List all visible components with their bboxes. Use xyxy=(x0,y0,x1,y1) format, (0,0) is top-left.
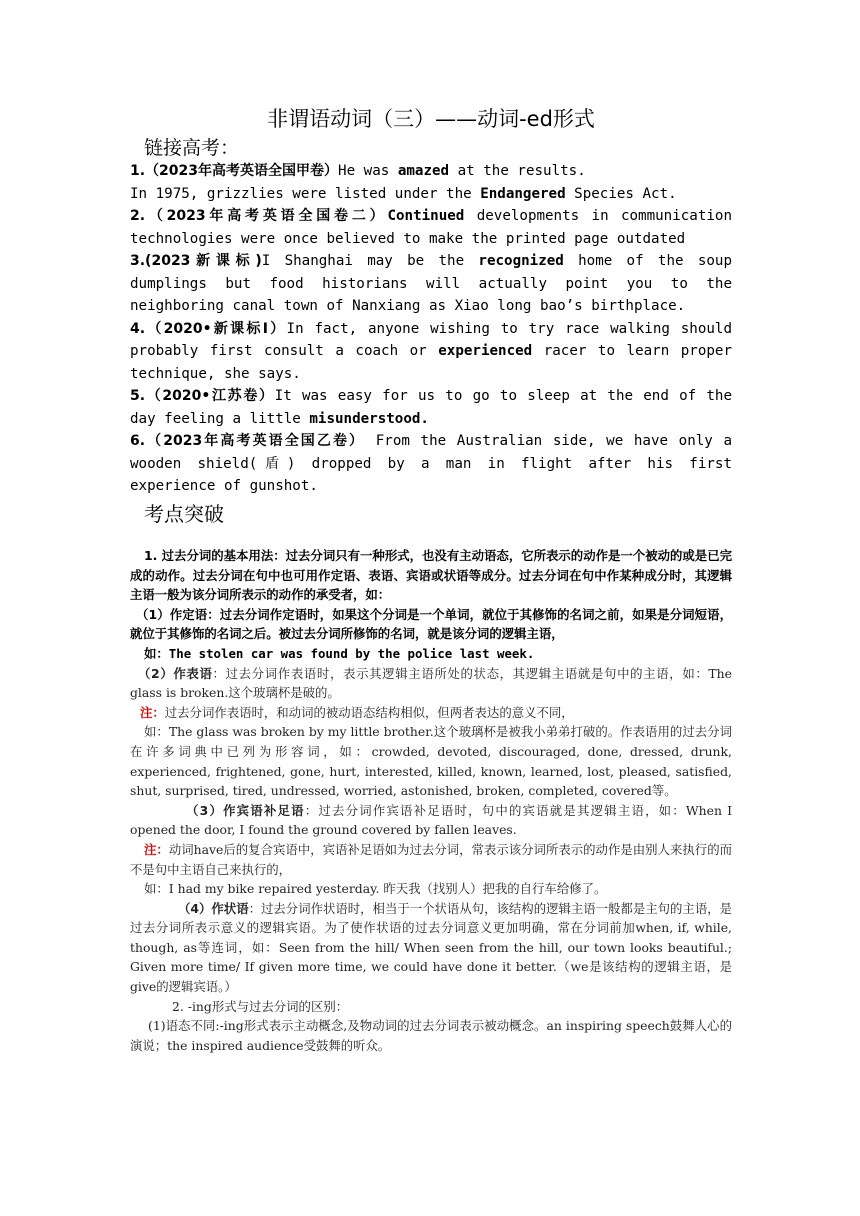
example-item: 5.（2020•江苏卷）It was easy for us to go to sleep at the end of the day feeling a little misunderstood. xyxy=(130,388,732,427)
example-item: 6.（2023年高考英语全国乙卷） From the Australian side, we have only a wooden shield(盾) dropped by a man in flight after his first experience of gunshot. xyxy=(130,433,732,494)
point-2-voice: (1)语态不同:-ing形式表示主动概念,及物动词的过去分词表示被动概念。an inspiring speech鼓舞人心的演说；the inspired audience受鼓舞的听众。 xyxy=(130,1018,732,1053)
example-item: 2.（2023年高考英语全国卷二）Continued developments in communication technologies were once believed to make the printed page outdated xyxy=(130,208,732,247)
page-title: 非谓语动词（三）——动词-ed形式 xyxy=(267,107,595,131)
example-item: 3.(2023新课标)I Shanghai may be the recognized home of the soup dumplings but food historians will actually point you to the neighboring canal town of Nanxiang as Xiao long bao’s birthplace. xyxy=(130,253,732,314)
point-have-example: 如：I had my bike repaired yesterday. 昨天我（找别人）把我的自行车给修了。 xyxy=(144,881,607,897)
point-1: 1. 过去分词的基本用法：过去分词只有一种形式，也没有主动语态，它所表示的动作是一个被动的或是已完成的动作。过去分词在句中也可用作定语、表语、宾语或状语等成分。过去分词在句中作某种成分时，其逻辑主语一般为该分词所表示的动作的承受者，如： xyxy=(130,548,732,603)
point-attributive-example: 如：The stolen car was found by the police last week. xyxy=(144,645,535,661)
point-adverbial: （4）作状语：过去分词作状语时，相当于一个状语从句，该结构的逻辑主语一般都是主句的主语，是过去分词所表示意义的逻辑宾语。为了使作状语的过去分词意义更加明确，常在分词前加when, if, while, though, as等连词，如：Seen from the hill/ When seen from the hill, our town looks beautiful.; Given more time/ If given more time, we could have done it better.（we是该结构的逻辑主语，是give的逻辑宾语。） xyxy=(130,900,733,995)
breakthrough-heading: 考点突破 xyxy=(144,502,224,526)
link-heading: 链接高考： xyxy=(144,137,240,159)
point-predicative: （2）作表语：过去分词作表语时，表示其逻辑主语所处的状态，其逻辑主语就是句中的主语，如：The glass is broken.这个玻璃杯是破的。 xyxy=(130,665,732,701)
breakthrough-section xyxy=(130,500,732,1055)
note-2: 注：动词have后的复合宾语中，宾语补足语如为过去分词，常表示该分词所表示的动作是由别人来执行的而不是句中主语自己来执行的， xyxy=(130,841,733,877)
example-list xyxy=(130,160,732,498)
point-object-complement: （3）作宾语补足语：过去分词作宾语补足语时，句中的宾语就是其逻辑主语，如：When I opened the door, I found the ground covered by fallen leaves. xyxy=(130,802,732,838)
example-item: 4.（2020•新课标Ⅰ）In fact, anyone wishing to try race walking should probably first consult a coach or experienced racer to learn proper technique, she says. xyxy=(130,320,732,382)
point-attributive: （1）作定语：过去分词作定语时，如果这个分词是一个单词，就位于其修饰的名词之前，如果是分词短语，就位于其修饰的名词之后。被过去分词所修饰的名词，就是该分词的逻辑主语， xyxy=(130,606,732,642)
example-item: In 1975, grizzlies were listed under the Endangered Species Act. xyxy=(130,185,677,202)
point-2: 2. -ing形式与过去分词的区别： xyxy=(172,998,349,1014)
point-predicative-example: 如：The glass was broken by my little brother.这个玻璃杯是被我小弟弟打破的。作表语用的过去分词在许多词典中已列为形容词，如：crowded, devoted, discouraged, done, dressed, drunk, experienced, frightened, gone, hurt, interested, killed, known, learned, lost, pleased, satisfied, shut, surprised, tired, undressed, worried, astonished, broken, completed, covered等。 xyxy=(130,724,732,799)
link-section xyxy=(130,136,732,498)
note-1: 注：过去分词作表语时，和动词的被动语态结构相似，但两者表达的意义不同， xyxy=(140,704,574,720)
example-item: 1.（2023年高考英语全国甲卷）He was amazed at the results. xyxy=(130,163,586,179)
explanation-body xyxy=(130,546,732,1055)
